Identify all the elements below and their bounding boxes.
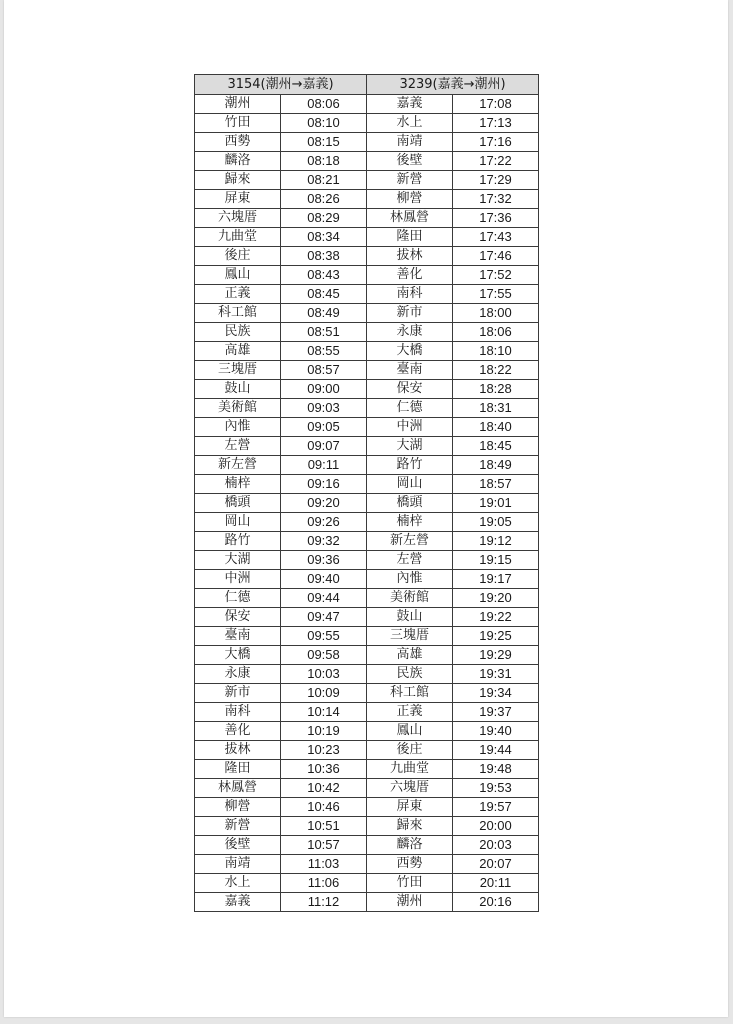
northbound-time: 08:26 xyxy=(281,190,367,209)
northbound-time: 09:26 xyxy=(281,513,367,532)
northbound-time: 08:18 xyxy=(281,152,367,171)
northbound-time: 08:34 xyxy=(281,228,367,247)
northbound-time: 09:11 xyxy=(281,456,367,475)
northbound-time: 10:14 xyxy=(281,703,367,722)
southbound-time: 19:22 xyxy=(453,608,539,627)
northbound-station: 屏東 xyxy=(195,190,281,209)
northbound-station: 新營 xyxy=(195,817,281,836)
train-3239-header: 3239(嘉義→潮州) xyxy=(367,75,539,95)
northbound-time: 08:29 xyxy=(281,209,367,228)
southbound-time: 18:40 xyxy=(453,418,539,437)
southbound-station: 中洲 xyxy=(367,418,453,437)
northbound-station: 臺南 xyxy=(195,627,281,646)
table-row xyxy=(195,589,539,608)
table-row xyxy=(195,114,539,133)
table-row xyxy=(195,893,539,912)
northbound-station: 中洲 xyxy=(195,570,281,589)
document-page xyxy=(4,0,728,1017)
northbound-station: 永康 xyxy=(195,665,281,684)
northbound-station: 左營 xyxy=(195,437,281,456)
train-timetable xyxy=(194,74,539,912)
northbound-station: 後庄 xyxy=(195,247,281,266)
southbound-station: 柳營 xyxy=(367,190,453,209)
northbound-time: 10:19 xyxy=(281,722,367,741)
northbound-station: 歸來 xyxy=(195,171,281,190)
northbound-time: 11:06 xyxy=(281,874,367,893)
table-row xyxy=(195,456,539,475)
table-row xyxy=(195,228,539,247)
northbound-time: 10:42 xyxy=(281,779,367,798)
table-row xyxy=(195,190,539,209)
northbound-station: 嘉義 xyxy=(195,893,281,912)
southbound-station: 新左營 xyxy=(367,532,453,551)
southbound-time: 17:29 xyxy=(453,171,539,190)
southbound-station: 嘉義 xyxy=(367,95,453,114)
southbound-station: 正義 xyxy=(367,703,453,722)
southbound-station: 竹田 xyxy=(367,874,453,893)
northbound-time: 09:00 xyxy=(281,380,367,399)
northbound-station: 正義 xyxy=(195,285,281,304)
northbound-station: 橋頭 xyxy=(195,494,281,513)
southbound-time: 18:22 xyxy=(453,361,539,380)
southbound-time: 17:55 xyxy=(453,285,539,304)
northbound-time: 09:05 xyxy=(281,418,367,437)
southbound-station: 新營 xyxy=(367,171,453,190)
northbound-time: 08:43 xyxy=(281,266,367,285)
table-row xyxy=(195,722,539,741)
southbound-time: 19:31 xyxy=(453,665,539,684)
northbound-station: 大湖 xyxy=(195,551,281,570)
southbound-time: 17:08 xyxy=(453,95,539,114)
northbound-station: 高雄 xyxy=(195,342,281,361)
southbound-station: 大湖 xyxy=(367,437,453,456)
southbound-station: 美術館 xyxy=(367,589,453,608)
northbound-time: 09:16 xyxy=(281,475,367,494)
northbound-station: 楠梓 xyxy=(195,475,281,494)
southbound-time: 19:17 xyxy=(453,570,539,589)
northbound-time: 09:03 xyxy=(281,399,367,418)
southbound-time: 19:57 xyxy=(453,798,539,817)
southbound-time: 20:11 xyxy=(453,874,539,893)
southbound-time: 17:16 xyxy=(453,133,539,152)
northbound-time: 08:51 xyxy=(281,323,367,342)
southbound-station: 南科 xyxy=(367,285,453,304)
southbound-time: 19:34 xyxy=(453,684,539,703)
northbound-station: 麟洛 xyxy=(195,152,281,171)
table-row xyxy=(195,437,539,456)
southbound-time: 20:00 xyxy=(453,817,539,836)
table-row xyxy=(195,779,539,798)
northbound-station: 西勢 xyxy=(195,133,281,152)
table-row xyxy=(195,646,539,665)
table-row xyxy=(195,684,539,703)
table-row xyxy=(195,285,539,304)
table-row xyxy=(195,152,539,171)
table-row xyxy=(195,760,539,779)
southbound-time: 19:48 xyxy=(453,760,539,779)
southbound-time: 19:44 xyxy=(453,741,539,760)
northbound-station: 保安 xyxy=(195,608,281,627)
southbound-time: 17:52 xyxy=(453,266,539,285)
northbound-time: 09:20 xyxy=(281,494,367,513)
southbound-time: 20:03 xyxy=(453,836,539,855)
northbound-station: 南靖 xyxy=(195,855,281,874)
northbound-time: 08:38 xyxy=(281,247,367,266)
northbound-time: 08:15 xyxy=(281,133,367,152)
southbound-time: 17:36 xyxy=(453,209,539,228)
northbound-station: 鼓山 xyxy=(195,380,281,399)
table-row xyxy=(195,380,539,399)
northbound-time: 09:47 xyxy=(281,608,367,627)
southbound-station: 楠梓 xyxy=(367,513,453,532)
southbound-station: 左營 xyxy=(367,551,453,570)
northbound-time: 10:23 xyxy=(281,741,367,760)
table-row xyxy=(195,266,539,285)
southbound-time: 19:53 xyxy=(453,779,539,798)
northbound-station: 路竹 xyxy=(195,532,281,551)
table-row xyxy=(195,874,539,893)
table-row xyxy=(195,703,539,722)
southbound-time: 18:49 xyxy=(453,456,539,475)
northbound-time: 09:40 xyxy=(281,570,367,589)
northbound-time: 09:55 xyxy=(281,627,367,646)
northbound-time: 08:57 xyxy=(281,361,367,380)
table-row xyxy=(195,665,539,684)
northbound-station: 柳營 xyxy=(195,798,281,817)
northbound-time: 10:51 xyxy=(281,817,367,836)
northbound-station: 民族 xyxy=(195,323,281,342)
northbound-station: 水上 xyxy=(195,874,281,893)
table-row xyxy=(195,247,539,266)
southbound-station: 歸來 xyxy=(367,817,453,836)
northbound-time: 10:03 xyxy=(281,665,367,684)
southbound-station: 岡山 xyxy=(367,475,453,494)
southbound-station: 六塊厝 xyxy=(367,779,453,798)
table-row xyxy=(195,798,539,817)
table-row xyxy=(195,741,539,760)
southbound-station: 高雄 xyxy=(367,646,453,665)
southbound-time: 17:13 xyxy=(453,114,539,133)
southbound-station: 鼓山 xyxy=(367,608,453,627)
table-row xyxy=(195,342,539,361)
southbound-station: 麟洛 xyxy=(367,836,453,855)
table-row xyxy=(195,817,539,836)
southbound-station: 潮州 xyxy=(367,893,453,912)
southbound-time: 19:29 xyxy=(453,646,539,665)
northbound-station: 竹田 xyxy=(195,114,281,133)
southbound-time: 18:57 xyxy=(453,475,539,494)
southbound-station: 九曲堂 xyxy=(367,760,453,779)
southbound-station: 大橋 xyxy=(367,342,453,361)
northbound-station: 三塊厝 xyxy=(195,361,281,380)
southbound-station: 保安 xyxy=(367,380,453,399)
southbound-time: 18:00 xyxy=(453,304,539,323)
southbound-station: 新市 xyxy=(367,304,453,323)
southbound-station: 善化 xyxy=(367,266,453,285)
table-row xyxy=(195,323,539,342)
northbound-time: 09:36 xyxy=(281,551,367,570)
southbound-time: 20:07 xyxy=(453,855,539,874)
southbound-time: 19:15 xyxy=(453,551,539,570)
southbound-time: 17:22 xyxy=(453,152,539,171)
southbound-station: 內惟 xyxy=(367,570,453,589)
northbound-time: 10:57 xyxy=(281,836,367,855)
southbound-station: 屏東 xyxy=(367,798,453,817)
southbound-time: 18:45 xyxy=(453,437,539,456)
southbound-time: 18:06 xyxy=(453,323,539,342)
header-row xyxy=(195,75,539,95)
northbound-time: 08:55 xyxy=(281,342,367,361)
train-3154-header: 3154(潮州→嘉義) xyxy=(195,75,367,95)
southbound-time: 19:40 xyxy=(453,722,539,741)
southbound-time: 19:01 xyxy=(453,494,539,513)
northbound-station: 後壁 xyxy=(195,836,281,855)
northbound-time: 08:06 xyxy=(281,95,367,114)
southbound-time: 17:46 xyxy=(453,247,539,266)
northbound-time: 11:03 xyxy=(281,855,367,874)
northbound-station: 隆田 xyxy=(195,760,281,779)
table-row xyxy=(195,570,539,589)
northbound-time: 10:46 xyxy=(281,798,367,817)
southbound-station: 科工館 xyxy=(367,684,453,703)
southbound-time: 17:32 xyxy=(453,190,539,209)
southbound-time: 19:20 xyxy=(453,589,539,608)
northbound-station: 南科 xyxy=(195,703,281,722)
southbound-station: 民族 xyxy=(367,665,453,684)
northbound-station: 新市 xyxy=(195,684,281,703)
northbound-station: 六塊厝 xyxy=(195,209,281,228)
northbound-station: 美術館 xyxy=(195,399,281,418)
northbound-station: 大橋 xyxy=(195,646,281,665)
table-row xyxy=(195,532,539,551)
southbound-station: 三塊厝 xyxy=(367,627,453,646)
table-row xyxy=(195,304,539,323)
northbound-time: 08:10 xyxy=(281,114,367,133)
table-row xyxy=(195,513,539,532)
southbound-time: 19:25 xyxy=(453,627,539,646)
table-row xyxy=(195,133,539,152)
northbound-time: 09:58 xyxy=(281,646,367,665)
southbound-time: 19:05 xyxy=(453,513,539,532)
southbound-time: 18:28 xyxy=(453,380,539,399)
table-row xyxy=(195,95,539,114)
table-row xyxy=(195,836,539,855)
southbound-station: 後壁 xyxy=(367,152,453,171)
southbound-station: 橋頭 xyxy=(367,494,453,513)
southbound-station: 隆田 xyxy=(367,228,453,247)
southbound-station: 永康 xyxy=(367,323,453,342)
southbound-time: 17:43 xyxy=(453,228,539,247)
southbound-time: 20:16 xyxy=(453,893,539,912)
northbound-time: 08:45 xyxy=(281,285,367,304)
southbound-station: 路竹 xyxy=(367,456,453,475)
table-row xyxy=(195,855,539,874)
southbound-time: 18:31 xyxy=(453,399,539,418)
southbound-station: 拔林 xyxy=(367,247,453,266)
southbound-time: 18:10 xyxy=(453,342,539,361)
southbound-station: 後庄 xyxy=(367,741,453,760)
southbound-station: 南靖 xyxy=(367,133,453,152)
southbound-station: 仁德 xyxy=(367,399,453,418)
northbound-station: 林鳳營 xyxy=(195,779,281,798)
table-row xyxy=(195,361,539,380)
northbound-time: 11:12 xyxy=(281,893,367,912)
northbound-time: 09:07 xyxy=(281,437,367,456)
table-row xyxy=(195,209,539,228)
northbound-station: 仁德 xyxy=(195,589,281,608)
southbound-station: 水上 xyxy=(367,114,453,133)
timetable-body xyxy=(195,95,539,912)
southbound-station: 林鳳營 xyxy=(367,209,453,228)
northbound-time: 08:21 xyxy=(281,171,367,190)
table-row xyxy=(195,418,539,437)
table-row xyxy=(195,399,539,418)
northbound-station: 鳳山 xyxy=(195,266,281,285)
table-row xyxy=(195,475,539,494)
northbound-station: 拔林 xyxy=(195,741,281,760)
southbound-time: 19:12 xyxy=(453,532,539,551)
northbound-time: 10:09 xyxy=(281,684,367,703)
northbound-station: 九曲堂 xyxy=(195,228,281,247)
southbound-station: 鳳山 xyxy=(367,722,453,741)
northbound-station: 岡山 xyxy=(195,513,281,532)
northbound-time: 08:49 xyxy=(281,304,367,323)
northbound-time: 09:44 xyxy=(281,589,367,608)
northbound-time: 10:36 xyxy=(281,760,367,779)
northbound-station: 科工館 xyxy=(195,304,281,323)
table-row xyxy=(195,171,539,190)
northbound-station: 善化 xyxy=(195,722,281,741)
northbound-station: 新左營 xyxy=(195,456,281,475)
table-row xyxy=(195,627,539,646)
southbound-time: 19:37 xyxy=(453,703,539,722)
southbound-station: 西勢 xyxy=(367,855,453,874)
table-row xyxy=(195,551,539,570)
table-row xyxy=(195,494,539,513)
northbound-station: 潮州 xyxy=(195,95,281,114)
northbound-time: 09:32 xyxy=(281,532,367,551)
table-row xyxy=(195,608,539,627)
southbound-station: 臺南 xyxy=(367,361,453,380)
northbound-station: 內惟 xyxy=(195,418,281,437)
